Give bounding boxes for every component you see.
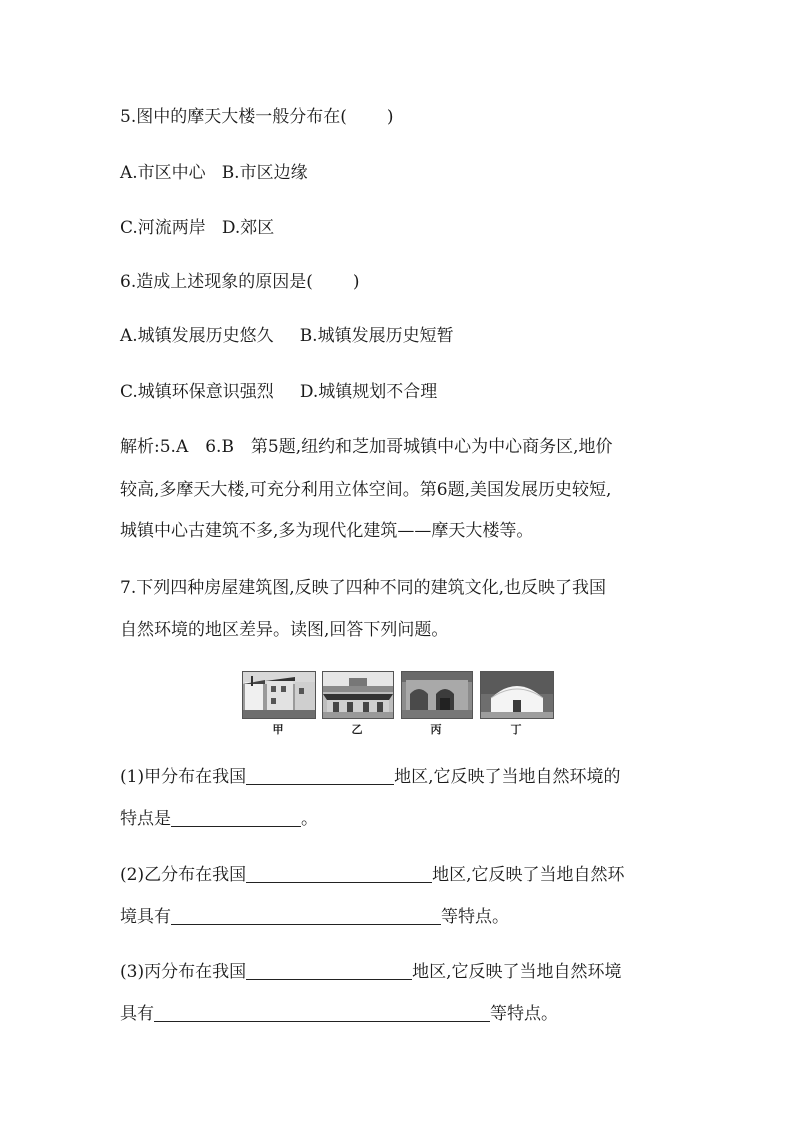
q5-stem: 5.图中的摩天大楼一般分布在( ) bbox=[120, 107, 394, 127]
photo-ding-yurt bbox=[480, 671, 554, 719]
photo-jia-image bbox=[243, 672, 315, 718]
q6-option-c: C.城镇环保意识强烈 bbox=[120, 382, 274, 402]
q7-sub1-line-1: (1)甲分布在我国 地区,它反映了当地自然环境的 bbox=[120, 767, 621, 787]
q5-options-row2 bbox=[120, 217, 274, 239]
photo-label-yi: 乙 bbox=[351, 723, 363, 736]
q7-sub2-line-1: (2)乙分布在我国 地区,它反映了当地自然环 bbox=[120, 865, 625, 885]
answer-blank[interactable] bbox=[154, 1003, 490, 1022]
q7-stem-line-1: 7.下列四种房屋建筑图,反映了四种不同的建筑文化,也反映了我国 bbox=[120, 578, 607, 598]
answer-blank[interactable] bbox=[246, 961, 412, 980]
analysis-line-1: 解析:5.A 6.B 第5题,纽约和芝加哥城镇中心为中心商务区,地价 bbox=[120, 437, 613, 457]
answer-blank[interactable] bbox=[171, 808, 301, 827]
photo-label-jia: 甲 bbox=[272, 723, 284, 736]
analysis-line-3: 城镇中心古建筑不多,多为现代化建筑——摩天大楼等。 bbox=[120, 521, 534, 541]
photo-jia-waterside-houses bbox=[242, 671, 316, 719]
q7-sub2-line-2: 境具有 等特点。 bbox=[120, 907, 509, 927]
q7-sub3-line-2: 具有 等特点。 bbox=[120, 1004, 558, 1024]
photo-yi-image bbox=[323, 672, 393, 718]
photo-bing-image bbox=[402, 672, 472, 718]
answer-blank[interactable] bbox=[246, 766, 394, 785]
q5-option-c: C.河流两岸 bbox=[120, 218, 206, 238]
photo-label-ding: 丁 bbox=[510, 723, 522, 736]
q7-sub3-line-1: (3)丙分布在我国 地区,它反映了当地自然环境 bbox=[120, 962, 622, 982]
q7-stem-line-2: 自然环境的地区差异。读图,回答下列问题。 bbox=[120, 620, 449, 640]
q7-sub1-line-2: 特点是 。 bbox=[120, 809, 318, 829]
photo-ding-image bbox=[481, 672, 553, 718]
q5-option-a: A.市区中心 bbox=[120, 163, 206, 183]
q5-option-d: D.郊区 bbox=[221, 218, 275, 238]
photo-label-bing: 丙 bbox=[430, 723, 442, 736]
q6-options-row1 bbox=[120, 325, 454, 347]
photo-bing-cave-dwelling bbox=[401, 671, 473, 719]
q5-options-row1 bbox=[120, 162, 308, 184]
photo-yi-courtyard-house bbox=[322, 671, 394, 719]
q5-option-b: B.市区边缘 bbox=[221, 163, 308, 183]
q6-option-b: B.城镇发展历史短暂 bbox=[299, 326, 454, 346]
q6-options-row2 bbox=[120, 381, 437, 403]
answer-blank[interactable] bbox=[171, 906, 441, 925]
building-photos bbox=[242, 671, 554, 737]
q6-stem: 6.造成上述现象的原因是( ) bbox=[120, 272, 360, 292]
q6-option-d: D.城镇规划不合理 bbox=[299, 382, 438, 402]
q6-option-a: A.城镇发展历史悠久 bbox=[120, 326, 274, 346]
analysis-line-2: 较高,多摩天大楼,可充分利用立体空间。第6题,美国发展历史较短, bbox=[120, 480, 612, 500]
answer-blank[interactable] bbox=[246, 864, 432, 883]
